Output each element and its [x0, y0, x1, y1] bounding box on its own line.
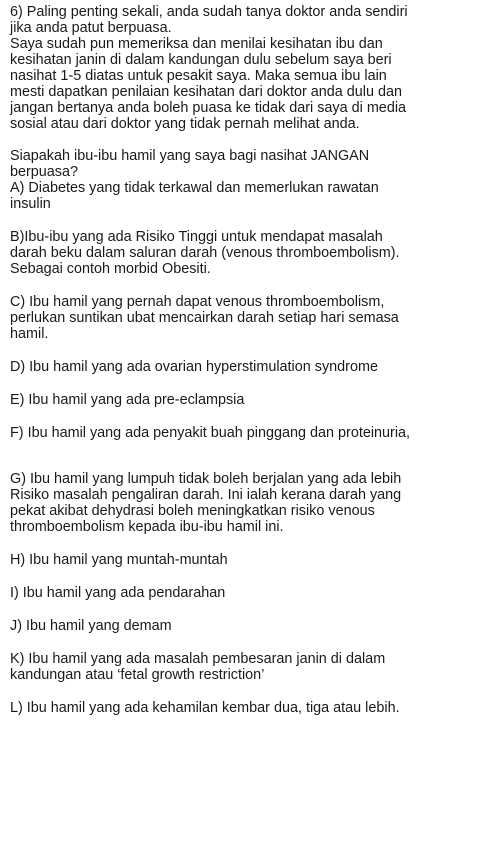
spacer: [10, 601, 492, 618]
list-item-l: L) Ibu hamil yang ada kehamilan kembar dua, tiga atau lebih.: [10, 700, 400, 716]
list-item-d: D) Ibu hamil yang ada ovarian hyperstimulation syndrome: [10, 359, 378, 375]
list-item-k: K) Ibu hamil yang ada masalah pembesaran janin di dalam kandungan atau ‘fetal growth restriction’: [10, 651, 386, 683]
spacer: [10, 441, 492, 471]
list-item-f: F) Ibu hamil yang ada penyakit buah pinggang dan proteinuria,: [10, 425, 411, 441]
paragraph-advice-6: 6) Paling penting sekali, anda sudah tanya doktor anda sendiri jika anda patut berpuasa. Saya sudah pun memeriksa dan menilai kesihatan ibu dan kesihatan janin di dalam kandungan dulu sebelum saya beri nasihat 1-5 diatas untuk pesakit saya. Maka semua ibu lain mesti dapatkan penilaian kesihatan dari doktor anda dulu dan jangan bertanya anda boleh puasa ke tidak dari saya di media sosial atau dari doktor yang tidak pernah melihat anda.: [10, 4, 408, 132]
spacer: [10, 683, 492, 700]
spacer: [10, 277, 492, 294]
paragraph-question-and-item-a: Siapakah ibu-ibu hamil yang saya bagi nasihat JANGAN berpuasa? A) Diabetes yang tidak terkawal dan memerlukan rawatan insulin: [10, 148, 379, 212]
spacer: [10, 342, 492, 359]
list-item-b: B)Ibu-ibu yang ada Risiko Tinggi untuk mendapat masalah darah beku dalam saluran darah (venous thromboembolism). Sebagai contoh morbid Obesiti.: [10, 229, 400, 277]
spacer: [10, 408, 492, 425]
spacer: [10, 375, 492, 392]
spacer: [10, 212, 492, 229]
spacer: [10, 568, 492, 585]
spacer: [10, 535, 492, 552]
list-item-g: G) Ibu hamil yang lumpuh tidak boleh berjalan yang ada lebih Risiko masalah pengaliran darah. Ini ialah kerana darah yang pekat akibat dehydrasi boleh meningkatkan risiko venous thromboembolism kepada ibu-ibu hamil ini.: [10, 471, 402, 535]
list-item-c: C) Ibu hamil yang pernah dapat venous thromboembolism, perlukan suntikan ubat mencairkan darah setiap hari semasa hamil.: [10, 294, 399, 342]
list-item-h: H) Ibu hamil yang muntah-muntah: [10, 552, 228, 568]
spacer: [10, 634, 492, 651]
list-item-e: E) Ibu hamil yang ada pre-eclampsia: [10, 392, 245, 408]
spacer: [10, 132, 492, 148]
list-item-j: J) Ibu hamil yang demam: [10, 618, 172, 634]
list-item-i: I) Ibu hamil yang ada pendarahan: [10, 585, 226, 601]
